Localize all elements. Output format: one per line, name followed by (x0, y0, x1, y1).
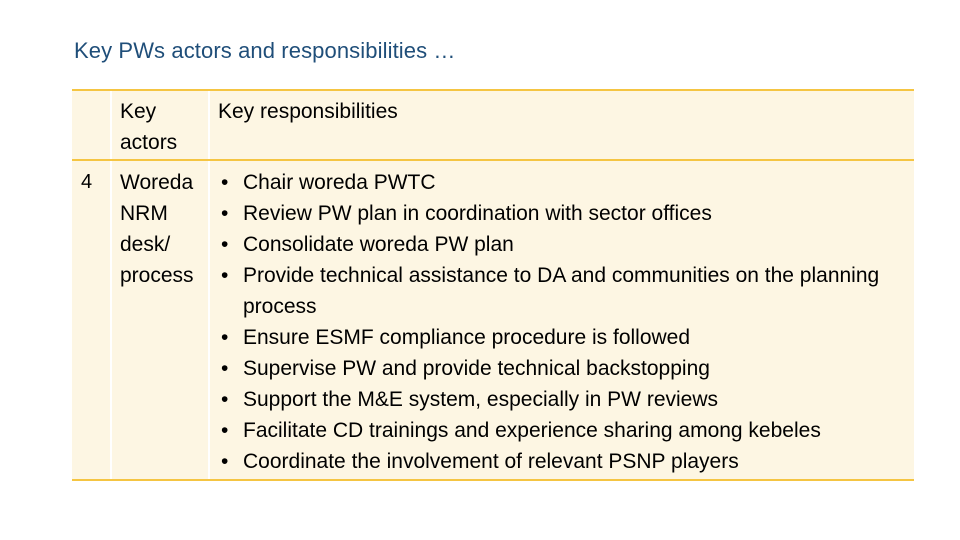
list-item (210, 322, 914, 353)
bullet-icon: • (221, 264, 229, 287)
row-num-cell (72, 161, 112, 479)
header-num-cell (72, 91, 112, 159)
list-item (210, 384, 914, 415)
bullet-icon: • (221, 357, 229, 380)
header-responsibilities-label: Key responsibilities (218, 100, 398, 123)
list-item-text: Coordinate the involvement of relevant PSNP players (243, 450, 739, 473)
bullet-icon: • (221, 202, 229, 225)
table-row (72, 161, 914, 479)
table-header-row (72, 91, 914, 161)
list-item (210, 229, 914, 260)
list-item-text: Ensure ESMF compliance procedure is followed (243, 326, 691, 349)
bullet-icon: • (221, 450, 229, 473)
list-item (210, 167, 914, 198)
row-responsibilities-cell (210, 161, 914, 479)
header-actors-cell (112, 91, 210, 159)
header-responsibilities-cell (210, 91, 914, 159)
bullet-icon: • (221, 419, 229, 442)
list-item-text: Facilitate CD trainings and experience sharing among kebeles (243, 419, 821, 442)
row-actor-cell (112, 161, 210, 479)
list-item (210, 415, 914, 446)
slide-title: Key PWs actors and responsibilities … (74, 38, 456, 63)
list-item-text: Support the M&E system, especially in PW reviews (243, 388, 719, 411)
bullet-icon: • (221, 326, 229, 349)
bullet-icon: • (221, 388, 229, 411)
list-item (210, 353, 914, 384)
list-item (210, 260, 914, 322)
responsibilities-table (72, 89, 914, 481)
bullet-icon: • (221, 171, 229, 194)
list-item-text: Consolidate woreda PW plan (243, 233, 514, 256)
row-actor-label: Woreda NRM desk/ process (120, 171, 194, 287)
list-item (210, 198, 914, 229)
responsibilities-list (210, 161, 914, 477)
list-item-text: Supervise PW and provide technical backstopping (243, 357, 710, 380)
bullet-icon: • (221, 233, 229, 256)
header-actors-label: Key actors (120, 100, 178, 154)
list-item (210, 446, 914, 477)
list-item-text: Review PW plan in coordination with sector offices (243, 202, 712, 225)
list-item-text: Chair woreda PWTC (243, 171, 436, 194)
row-number: 4 (81, 171, 93, 193)
list-item-text: Provide technical assistance to DA and communities on the planning process (243, 264, 880, 318)
